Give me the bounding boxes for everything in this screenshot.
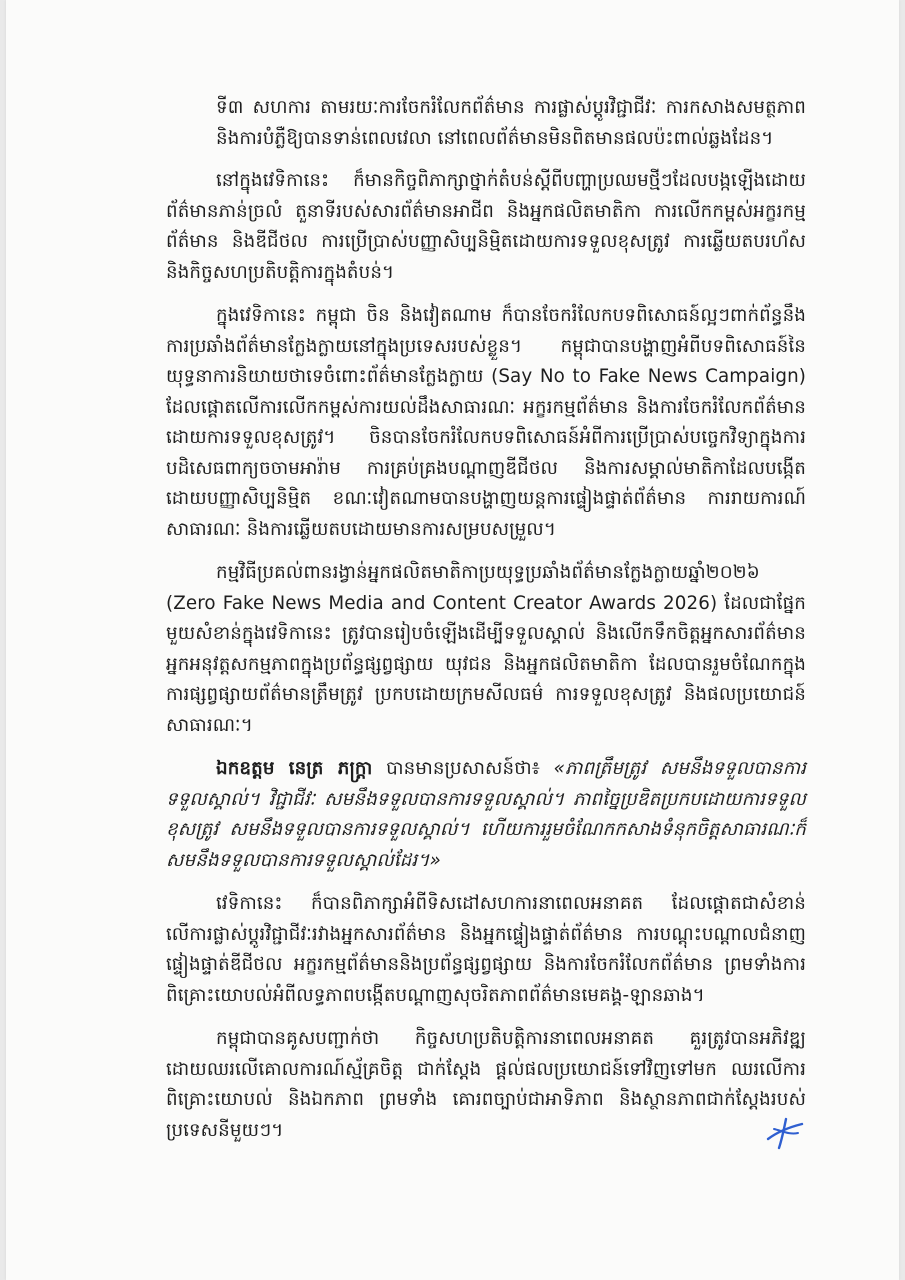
speaker-name: ឯកឧត្តម នេត្រ ភក្ត្រា xyxy=(216,758,373,779)
speech-intro: បានមានប្រសាសន៍ថា៖ xyxy=(372,758,554,779)
paragraph-point-three: ទី៣ សហការ តាមរយៈការចែករំលែកព័ត៌មាន ការផ្លាស់ប្ដូរវិជ្ជាជីវៈ ការកសាងសមត្ថភាព និងការបំភ្លឺឱ្យបានទាន់ពេលវេលា នៅពេលព័ត៌មានមិនពិតមានផលប៉ះពាល់ឆ្លងដែន។ xyxy=(216,97,806,149)
paragraph-forum-discussion: នៅក្នុងវេទិកានេះ ក៏មានកិច្ចពិភាក្សាថ្នាក់តំបន់ស្ដីពីបញ្ហាប្រឈមថ្មីៗដែលបង្កឡើងដោយព័ត៌មានភាន់ច្រលំ តួនាទីរបស់សារព័ត៌មានអាជីព និងអ្នកផលិតមាតិកា ការលើកកម្ពស់អក្ខរកម្មព័ត៌មាន និងឌីជីថល ការប្រើប្រាស់បញ្ញាសិប្បនិម្មិតដោយការទទួលខុសត្រូវ ការឆ្លើយតបរហ័ស និងកិច្ចសហប្រតិបត្តិការក្នុងតំបន់។ xyxy=(166,170,806,283)
paragraph-speech-quote xyxy=(166,754,806,876)
paragraph-future-cooperation: វេទិកានេះ ក៏បានពិភាក្សាអំពីទិសដៅសហការនាពេលអនាគត ដែលផ្ដោតជាសំខាន់លើការផ្លាស់ប្ដូរវិជ្ជាជីវៈរវាងអ្នកសារព័ត៌មាន និងអ្នកផ្ទៀងផ្ទាត់ព័ត៌មាន ការបណ្ដុះបណ្ដាលជំនាញផ្ទៀងផ្ទាត់ឌីជីថល អក្ខរកម្មព័ត៌មាននិងប្រព័ន្ធផ្សព្វផ្សាយ និងការចែករំលែកព័ត៌មាន ព្រមទាំងការពិគ្រោះយោបល់អំពីលទ្ធភាពបង្កើតបណ្ដាញសុចរិតភាពព័ត៌មានមេគង្គ-ឡានឆាង។ xyxy=(166,893,806,1006)
paragraph-awards: កម្មវិធីប្រគល់ពានរង្វាន់អ្នកផលិតមាតិកាប្រយុទ្ធប្រឆាំងព័ត៌មានក្លែងក្លាយឆ្នាំ២០២៦ (Zero Fake News Media and Content Creator Awards 2026) ដែលជាផ្នែកមួយសំខាន់ក្នុងវេទិកានេះ ត្រូវបានរៀបចំឡើងដើម្បីទទួលស្គាល់ និងលើកទឹកចិត្តអ្នកសារព័ត៌មាន អ្នកអនុវត្តសកម្មភាពក្នុងប្រព័ន្ធផ្សព្វផ្សាយ យុវជន និងអ្នកផលិតមាតិកា ដែលបានរួមចំណែកក្នុងការផ្សព្វផ្សាយព័ត៌មានត្រឹមត្រូវ ប្រកបដោយក្រមសីលធម៌ ការទទួលខុសត្រូវ និងផលប្រយោជន៍សាធារណៈ។ xyxy=(166,562,806,736)
paragraph-cambodia-emphasis: កម្ពុជាបានគូសបញ្ជាក់ថា កិច្ចសហប្រតិបត្តិការនាពេលអនាគត គួរត្រូវបានអភិវឌ្ឍដោយឈរលើគោលការណ៍ស្ម័គ្រចិត្ត ជាក់ស្ដែង ផ្ដល់ផលប្រយោជន៍ទៅវិញទៅមក ឈរលើការពិគ្រោះយោបល់ និងឯកភាព ព្រមទាំង គោរពច្បាប់ជាអាទិភាព និងស្ថានភាពជាក់ស្ដែងរបស់ប្រទេសនីមួយៗ។ xyxy=(166,1028,806,1141)
speech-quote-text: «ភាពត្រឹមត្រូវ សមនឹងទទួលបានការទទួលស្គាល់។ វិជ្ជាជីវៈ សមនឹងទទួលបានការទទួលស្គាល់។ ភាពច្នៃប្រឌិតប្រកបដោយការទទួលខុសត្រូវ សមនឹងទទួលបានការទទួលស្គាល់។ ហើយការរួមចំណែកកសាងទំនុកចិត្តសាធារណៈក៏សមនឹងទទួលបានការទទួលស្គាល់ដែរ។» xyxy=(166,758,806,871)
signature-mark xyxy=(764,1115,806,1151)
document-body xyxy=(166,93,806,1159)
document-page xyxy=(6,0,899,1280)
paragraph-country-experiences: ក្នុងវេទិកានេះ កម្ពុជា ចិន និងវៀតណាម ក៏បានចែករំលែកបទពិសោធន៍ល្អៗពាក់ព័ន្ធនឹងការប្រឆាំងព័ត៌មានក្លែងក្លាយនៅក្នុងប្រទេសរបស់ខ្លួន។ កម្ពុជាបានបង្ហាញអំពីបទពិសោធន៍នៃយុទ្ធនាការនិយាយថាទេចំពោះព័ត៌មានក្លែងក្លាយ (Say No to Fake News Campaign) ដែលផ្ដោតលើការលើកកម្ពស់ការយល់ដឹងសាធារណៈ អក្ខរកម្មព័ត៌មាន និងការចែករំលែកព័ត៌មានដោយការទទួលខុសត្រូវ។ ចិនបានចែករំលែកបទពិសោធន៍អំពីការប្រើប្រាស់បច្ចេកវិទ្យាក្នុងការបដិសេធពាក្យចចាមអារ៉ាម ការគ្រប់គ្រងបណ្ដាញឌីជីថល និងការសម្គាល់មាតិកាដែលបង្កើតដោយបញ្ញាសិប្បនិម្មិត ខណៈវៀតណាមបានបង្ហាញយន្តការផ្ទៀងផ្ទាត់ព័ត៌មាន ការរាយការណ៍សាធារណៈ និងការឆ្លើយតបដោយមានការសម្របសម្រួល។ xyxy=(166,305,806,540)
